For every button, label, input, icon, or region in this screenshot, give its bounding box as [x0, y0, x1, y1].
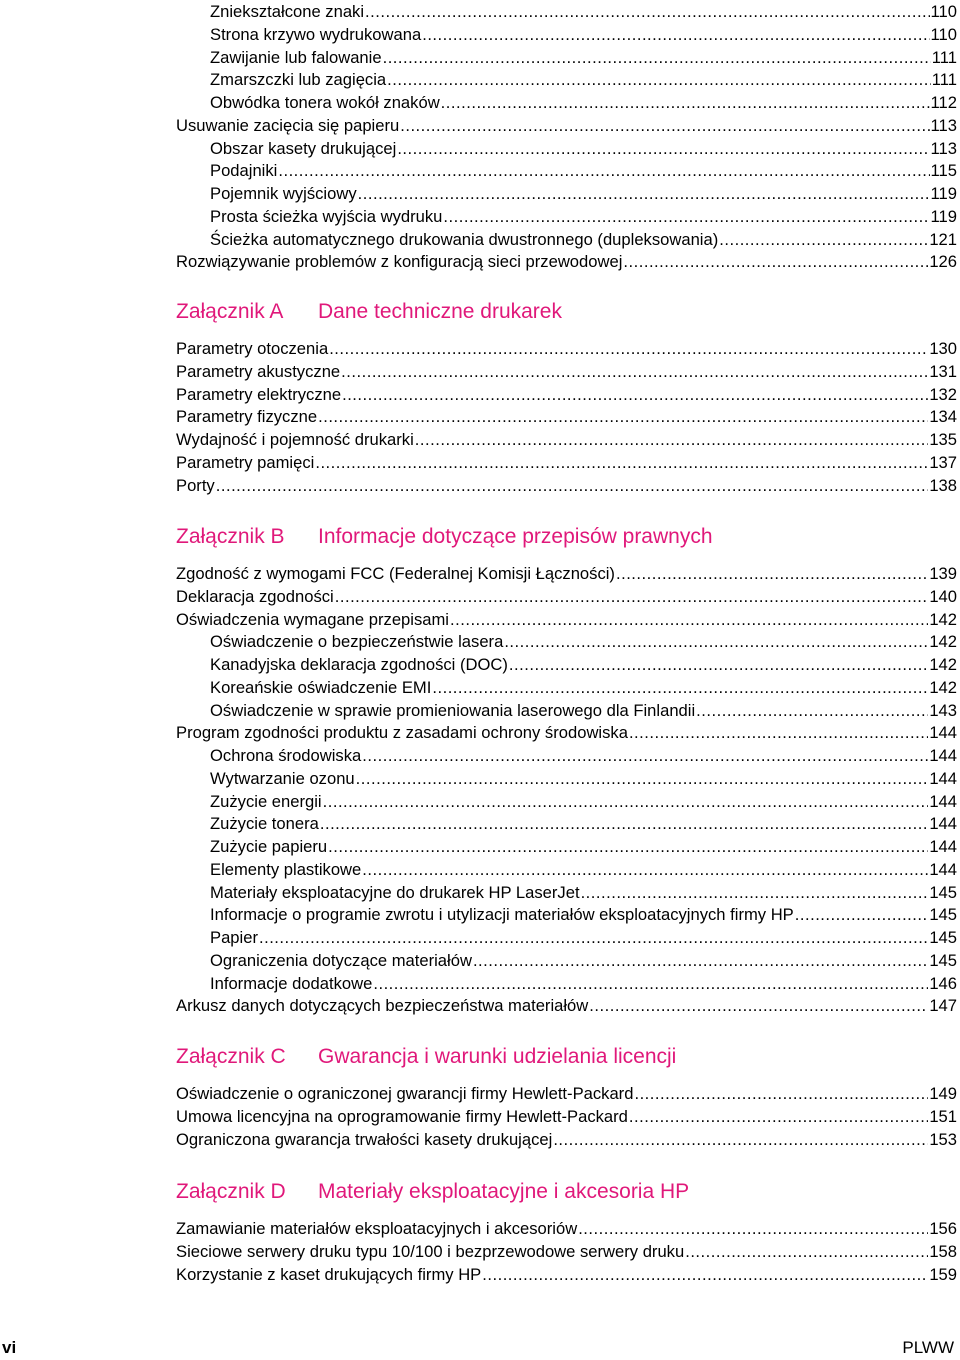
toc-entry-title: Zużycie energii [210, 791, 322, 811]
toc-entry-page: 137 [929, 452, 957, 472]
appendix-a-heading [176, 298, 562, 326]
toc-entry-page: 144 [929, 859, 957, 879]
toc-entry-title: Program zgodności produktu z zasadami ochrony środowiska [176, 723, 628, 743]
toc-entry-page: 119 [930, 184, 957, 203]
toc-entry[interactable] [210, 744, 957, 767]
toc-entry[interactable] [210, 858, 957, 881]
toc-entry[interactable] [176, 562, 957, 585]
toc-entry[interactable] [176, 721, 957, 744]
toc-entry-page: 110 [930, 2, 957, 21]
toc-entry-title: Ścieżka automatycznego drukowania dwustronnego (dupleksowania) [210, 229, 719, 249]
toc-entry-title: Umowa licencyjna na oprogramowanie firmy Hewlett-Packard [176, 1106, 628, 1126]
toc-entry[interactable] [210, 159, 957, 182]
dot-leader [685, 1240, 928, 1263]
toc-entry-title: Oświadczenie w sprawie promieniowania laserowego dla Finlandii [210, 700, 696, 720]
toc-entry-title: Wytwarzanie ozonu [210, 768, 355, 788]
toc-entry-title: Parametry fizyczne [176, 407, 318, 427]
toc-entry-title: Parametry pamięci [176, 452, 315, 472]
dot-leader [616, 562, 928, 585]
toc-entry-title: Pojemnik wyjściowy [210, 184, 357, 203]
toc-entry-title: Oświadczenie o bezpieczeństwie lasera [210, 632, 504, 652]
toc-entry-page: 144 [929, 746, 957, 765]
toc-entry[interactable] [210, 182, 957, 205]
toc-entry[interactable] [176, 1240, 957, 1263]
dot-leader [278, 159, 929, 182]
dot-leader [318, 405, 928, 428]
dot-leader [795, 903, 929, 926]
toc-entry-title: Zawijanie lub falowanie [210, 47, 382, 67]
dot-leader [509, 653, 928, 676]
toc-entry-page: 138 [929, 475, 957, 495]
toc-entry-title: Obwódka tonera wokół znaków [210, 93, 440, 112]
toc-entry-page: 132 [929, 384, 957, 404]
toc-entry[interactable] [210, 91, 957, 114]
toc-entry[interactable] [176, 405, 957, 428]
toc-entry-title: Zniekształcone znaki [210, 2, 365, 21]
toc-entry[interactable] [210, 926, 957, 949]
toc-entry-page: 115 [930, 161, 957, 181]
toc-entry[interactable] [176, 451, 957, 474]
dot-leader [629, 1105, 928, 1128]
toc-entry-page: 135 [929, 430, 957, 449]
toc-entry[interactable] [176, 474, 957, 497]
dot-leader [329, 337, 928, 360]
toc-entry-title: Usuwanie zacięcia się papieru [176, 115, 400, 135]
toc-entry[interactable] [176, 1128, 957, 1151]
toc-entry-page: 126 [929, 252, 957, 272]
toc-entry-title: Parametry akustyczne [176, 361, 341, 381]
toc-entry-page: 144 [929, 791, 957, 811]
toc-entry-title: Obszar kasety drukującej [210, 138, 397, 158]
dot-leader [320, 812, 928, 835]
toc-entry-title: Korzystanie z kaset drukujących firmy HP [176, 1264, 482, 1284]
toc-entry-page: 111 [931, 47, 957, 67]
toc-entry[interactable] [176, 585, 957, 608]
footer-doc-code: PLWW [902, 1338, 954, 1357]
dot-leader [387, 68, 931, 91]
footer-page-number: vi [2, 1338, 17, 1357]
toc-entry-title: Papier [210, 928, 258, 947]
toc-entry[interactable] [176, 428, 957, 451]
dot-leader [362, 744, 928, 767]
dot-leader [589, 994, 928, 1017]
dot-leader [422, 23, 929, 46]
toc-entry[interactable] [210, 790, 957, 813]
toc-entry-page: 149 [929, 1084, 957, 1103]
toc-entry[interactable] [176, 1217, 957, 1240]
toc-entry-page: 142 [929, 677, 957, 697]
toc-entry[interactable] [210, 46, 957, 69]
dot-leader [482, 1263, 928, 1286]
toc-entry-title: Zużycie papieru [210, 837, 328, 856]
toc-entry-page: 111 [931, 70, 957, 90]
dot-leader [415, 428, 929, 451]
toc-entry-title: Zamawianie materiałów eksploatacyjnych i akcesoriów [176, 1219, 578, 1238]
toc-entry[interactable] [176, 383, 957, 406]
toc-entry-page: 145 [929, 905, 957, 925]
toc-entry-page: 110 [930, 24, 957, 44]
toc-entry[interactable] [210, 835, 957, 858]
toc-entry[interactable] [176, 1105, 957, 1128]
appendix-d-label: Załącznik D [176, 1180, 286, 1203]
dot-leader [342, 383, 928, 406]
dot-leader [450, 608, 928, 631]
toc-entry[interactable] [210, 630, 957, 653]
appendix-d-title: Materiały eksploatacyjne i akcesoria HP [318, 1180, 690, 1203]
toc-entry-title: Informacje dodatkowe [210, 973, 373, 993]
dot-leader [441, 91, 930, 114]
toc-entry-page: 145 [929, 950, 957, 970]
toc-entry-page: 144 [929, 814, 957, 834]
toc-entry[interactable] [210, 812, 957, 835]
toc-entry[interactable] [210, 137, 957, 160]
appendix-b-title: Informacje dotyczące przepisów prawnych [318, 525, 713, 548]
toc-entry-title: Zgodność z wymogami FCC (Federalnej Komisji Łączności) [176, 564, 615, 583]
toc-entry[interactable] [176, 1082, 957, 1105]
toc-entry[interactable] [210, 972, 957, 995]
toc-entry[interactable] [176, 114, 957, 137]
toc-entry-page: 143 [929, 700, 957, 720]
appendix-c-title: Gwarancja i warunki udzielania licencji [318, 1045, 677, 1068]
toc-entry[interactable] [210, 699, 957, 722]
toc-entry[interactable] [210, 228, 957, 251]
dot-leader [328, 835, 928, 858]
appendix-a-title: Dane techniczne drukarek [318, 300, 562, 323]
toc-entry-page: 121 [929, 229, 957, 249]
dot-leader [383, 46, 931, 69]
appendix-c-label: Załącznik C [176, 1045, 286, 1068]
toc-entry-title: Koreańskie oświadczenie EMI [210, 677, 432, 697]
appendix-b-label: Załącznik B [176, 525, 285, 548]
toc-entry[interactable] [210, 0, 957, 23]
dot-leader [634, 1082, 928, 1105]
toc-entry-title: Materiały eksploatacyjne do drukarek HP LaserJet [210, 882, 580, 902]
dot-leader [578, 1217, 928, 1240]
dot-leader [358, 182, 930, 205]
toc-entry-title: Ograniczona gwarancja trwałości kasety drukującej [176, 1129, 553, 1149]
toc-entry-page: 140 [929, 586, 957, 606]
dot-leader [553, 1128, 928, 1151]
toc-entry[interactable] [210, 949, 957, 972]
toc-entry-title: Kanadyjska deklaracja zgodności (DOC) [210, 655, 508, 674]
toc-entry-title: Parametry elektryczne [176, 384, 342, 404]
toc-entry-page: 151 [929, 1106, 957, 1126]
toc-entry[interactable] [210, 881, 957, 904]
dot-leader [216, 474, 929, 497]
toc-entry-title: Zużycie tonera [210, 814, 319, 834]
appendix-c-heading [176, 1043, 676, 1071]
toc-entry-page: 130 [929, 339, 957, 358]
appendix-d-heading [176, 1178, 689, 1206]
dot-leader [373, 972, 928, 995]
toc-entry-page: 142 [929, 632, 957, 652]
dot-leader [341, 360, 928, 383]
dot-leader [504, 630, 928, 653]
toc-entry[interactable] [210, 676, 957, 699]
toc-entry-page: 145 [929, 928, 957, 947]
dot-leader [356, 767, 929, 790]
toc-entry-page: 119 [930, 206, 957, 226]
dot-leader [397, 137, 929, 160]
dot-leader [443, 205, 929, 228]
dot-leader [696, 699, 928, 722]
toc-entry-title: Elementy plastikowe [210, 859, 362, 879]
toc-entry[interactable] [176, 337, 957, 360]
toc-entry-page: 112 [930, 93, 957, 112]
dot-leader [719, 228, 928, 251]
toc-entry-page: 113 [930, 115, 957, 135]
toc-entry-title: Sieciowe serwery druku typu 10/100 i bezprzewodowe serwery druku [176, 1241, 685, 1261]
toc-entry-page: 142 [929, 609, 957, 629]
dot-leader [400, 114, 929, 137]
dot-leader [315, 451, 928, 474]
toc-entry[interactable] [176, 250, 957, 273]
toc-entry-title: Arkusz danych dotyczących bezpieczeństwa materiałów [176, 996, 589, 1016]
toc-entry[interactable] [210, 767, 957, 790]
toc-entry-page: 144 [929, 723, 957, 743]
toc-entry[interactable] [176, 1263, 957, 1286]
toc-entry[interactable] [210, 653, 957, 676]
dot-leader [473, 949, 928, 972]
toc-entry[interactable] [210, 68, 957, 91]
toc-entry-title: Rozwiązywanie problemów z konfiguracją sieci przewodowej [176, 252, 623, 272]
toc-entry-page: 144 [929, 768, 957, 788]
toc-entry-title: Ochrona środowiska [210, 746, 362, 765]
toc-entry-page: 113 [930, 138, 957, 158]
dot-leader [335, 585, 929, 608]
dot-leader [581, 881, 929, 904]
toc-entry-title: Strona krzywo wydrukowana [210, 24, 422, 44]
toc-entry[interactable] [176, 360, 957, 383]
toc-entry-title: Ograniczenia dotyczące materiałów [210, 950, 472, 970]
toc-entry-page: 147 [929, 996, 957, 1016]
dot-leader [362, 858, 928, 881]
dot-leader [259, 926, 928, 949]
toc-entry-title: Parametry otoczenia [176, 339, 329, 358]
appendix-a-label: Załącznik A [176, 300, 284, 323]
toc-entry-title: Porty [176, 475, 215, 495]
toc-entry-page: 158 [929, 1241, 957, 1261]
toc-entry-title: Podajniki [210, 161, 278, 181]
dot-leader [623, 250, 928, 273]
toc-entry-title: Prosta ścieżka wyjścia wydruku [210, 206, 443, 226]
toc-entry-title: Oświadczenie o ograniczonej gwarancji firmy Hewlett-Packard [176, 1084, 634, 1103]
toc-entry-title: Zmarszczki lub zagięcia [210, 70, 387, 90]
toc-entry-title: Oświadczenia wymagane przepisami [176, 609, 449, 629]
toc-entry-page: 159 [929, 1264, 957, 1284]
toc-entry-page: 142 [929, 655, 957, 674]
dot-leader [365, 0, 930, 23]
toc-entry-page: 145 [929, 882, 957, 902]
toc-entry[interactable] [210, 903, 957, 926]
toc-entry-title: Deklaracja zgodności [176, 586, 334, 606]
toc-entry-page: 139 [929, 564, 957, 583]
toc-entry-title: Wydajność i pojemność drukarki [176, 430, 414, 449]
appendix-b-heading [176, 523, 713, 551]
toc-entry-page: 131 [929, 361, 957, 381]
toc-entry-page: 134 [929, 407, 957, 427]
toc-entry-title: Informacje o programie zwrotu i utylizacji materiałów eksploatacyjnych firmy HP [210, 905, 794, 925]
toc-entry-page: 144 [929, 837, 957, 856]
dot-leader [323, 790, 929, 813]
toc-entry[interactable] [176, 994, 957, 1017]
toc-entry-page: 156 [929, 1219, 957, 1238]
toc-entry[interactable] [210, 205, 957, 228]
toc-entry[interactable] [176, 608, 957, 631]
toc-entry[interactable] [210, 23, 957, 46]
dot-leader [432, 676, 928, 699]
toc-entry-page: 153 [929, 1129, 957, 1149]
toc-entry-page: 146 [929, 973, 957, 993]
dot-leader [629, 721, 928, 744]
